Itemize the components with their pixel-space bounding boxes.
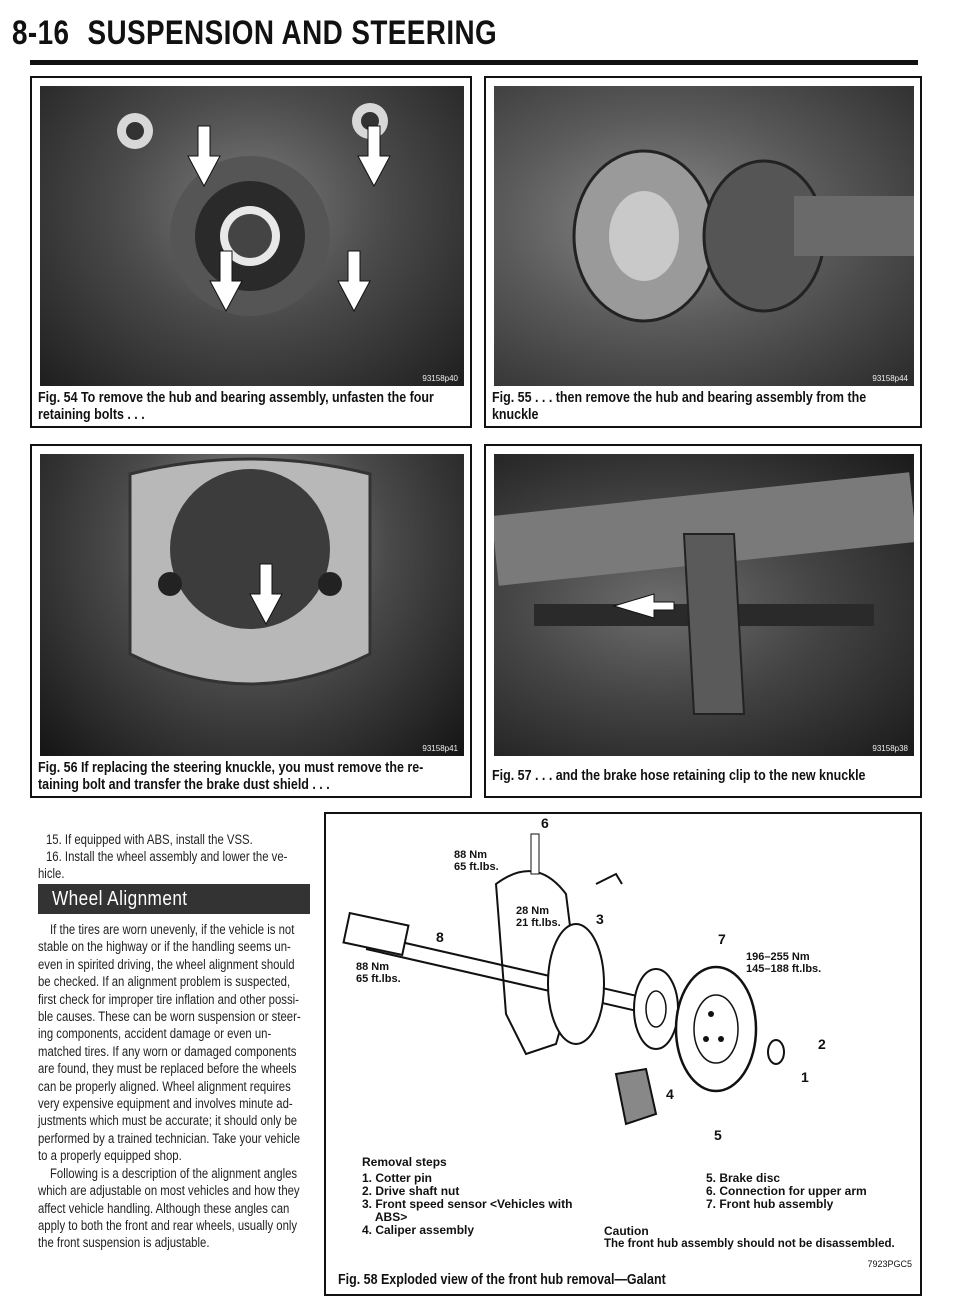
caution-text: The front hub assembly should not be disassembled. (604, 1238, 895, 1250)
figure-55 (484, 76, 922, 428)
callout-2: 2 (818, 1036, 826, 1052)
torque-1-ftlbs: 65 ft.lbs. (454, 861, 499, 873)
para2-line: which are adjustable on most vehicles and how they (38, 1183, 300, 1199)
torque-2-ftlbs: 21 ft.lbs. (516, 917, 561, 929)
removal-step: 2. Drive shaft nut (362, 1184, 460, 1198)
figure-54-code: 93158p40 (422, 374, 458, 383)
torque-2-nm: 28 Nm (516, 905, 550, 917)
para1-line: can be properly aligned. Wheel alignment requires (38, 1078, 291, 1094)
figure-57-code: 93158p38 (872, 744, 908, 753)
para1-line: ble causes. These can be worn suspension or steer- (38, 1009, 301, 1025)
para2-line: affect vehicle handling. Although these angles can (38, 1200, 290, 1216)
removal-step: 5. Brake disc (706, 1171, 781, 1185)
wheel-alignment-heading-text: Wheel Alignment (52, 888, 188, 910)
torque-3-nm: 88 Nm (356, 961, 390, 973)
figure-54-caption-line-1: Fig. 54 To remove the hub and bearing assembly, unfasten the four (38, 390, 434, 406)
figure-54 (30, 76, 472, 428)
knuckle-photo-illustration (40, 454, 464, 756)
figure-55-caption-line-2: knuckle (492, 407, 539, 423)
para1-line: to a properly equipped shop. (38, 1148, 182, 1164)
section-title: SUSPENSION AND STEERING (87, 14, 498, 52)
callout-1: 1 (801, 1069, 809, 1085)
para1-line: first check for improper tire inflation and other possi- (38, 991, 299, 1007)
para1-line: very expensive equipment and involves minute ad- (38, 1096, 293, 1112)
hub-photo-illustration (40, 86, 464, 386)
figure-55-caption-line-1: Fig. 55 . . . then remove the hub and bearing assembly from the (492, 390, 867, 406)
figure-58-caption: Fig. 58 Exploded view of the front hub removal—Galant (338, 1272, 666, 1288)
figure-56-photo (40, 454, 464, 756)
para2-line: Following is a description of the alignment angles (50, 1165, 298, 1181)
removal-step: ABS> (362, 1210, 408, 1224)
para2-line: the front suspension is adjustable. (38, 1235, 210, 1251)
figure-56-code: 93158p41 (422, 744, 458, 753)
para2-line: apply to both the front and rear wheels, usually only (38, 1217, 298, 1233)
figure-57-caption-line-1: Fig. 57 . . . and the brake hose retaining clip to the new knuckle (492, 768, 866, 784)
wheel-alignment-para-1 (38, 921, 351, 1252)
callout-8: 8 (436, 929, 444, 945)
figure-56-caption-line-1: Fig. 56 If replacing the steering knuckle, you must remove the re- (38, 760, 424, 776)
figure-55-code: 93158p44 (872, 374, 908, 383)
removal-step: 6. Connection for upper arm (706, 1184, 867, 1198)
torque-4-nm: 196–255 Nm (746, 951, 810, 963)
para1-line: stable on the highway or if the handling seems un- (38, 939, 291, 955)
figure-54-caption-line-2: retaining bolts . . . (38, 407, 145, 423)
para1-line: matched tires. If any worn or damaged components (38, 1043, 297, 1059)
caution-title: Caution (604, 1224, 649, 1238)
para1-line: be checked. If an alignment problem is suspected, (38, 974, 291, 990)
exploded-hub-diagram (326, 814, 920, 1154)
step-16: 16. Install the wheel assembly and lower the ve- (46, 849, 288, 864)
removal-step: 3. Front speed sensor <Vehicles with (362, 1197, 573, 1211)
hub-removed-illustration (494, 86, 914, 386)
para1-line: If the tires are worn unevenly, if the vehicle is not (50, 922, 295, 937)
figure-54-photo (40, 86, 464, 386)
removal-step: 1. Cotter pin (362, 1171, 433, 1185)
page-header (12, 14, 497, 53)
torque-3-ftlbs: 65 ft.lbs. (356, 973, 401, 985)
removal-steps-title: Removal steps (362, 1155, 447, 1169)
removal-step: 7. Front hub assembly (706, 1197, 834, 1211)
removal-steps-right (706, 1172, 867, 1211)
callout-3: 3 (596, 911, 604, 927)
removal-steps-left (362, 1172, 572, 1237)
step-16-cont: hicle. (38, 866, 65, 881)
para1-line: ing components, accident damage or even un- (38, 1026, 272, 1042)
header-rule (30, 60, 918, 65)
wheel-alignment-heading (38, 884, 310, 914)
figure-56-caption-line-2: taining bolt and transfer the brake dust shield . . . (38, 777, 330, 793)
para1-line: justments which must be accurate; it should only be (38, 1113, 298, 1129)
figure-55-photo (494, 86, 914, 386)
figure-57 (484, 444, 922, 798)
callout-5: 5 (714, 1127, 722, 1143)
callout-7: 7 (718, 931, 726, 947)
figure-57-photo (494, 454, 914, 756)
callout-6: 6 (541, 815, 549, 831)
page-number: 8-16 (12, 14, 70, 52)
para1-line: are found, they must be replaced before the wheels (38, 1061, 297, 1077)
callout-4: 4 (666, 1086, 674, 1102)
torque-1-nm: 88 Nm (454, 849, 488, 861)
figure-58 (324, 812, 922, 1296)
para1-line: even in spirited driving, the wheel alignment should (38, 956, 295, 972)
figure-56 (30, 444, 472, 798)
step-15: 15. If equipped with ABS, install the VSS. (46, 832, 253, 847)
para1-line: performed by a trained technician. Take your vehicle (38, 1130, 301, 1146)
removal-step: 4. Caliper assembly (362, 1223, 475, 1237)
torque-4-ftlbs: 145–188 ft.lbs. (746, 963, 822, 975)
figure-58-code: 7923PGC5 (867, 1259, 912, 1269)
hose-clip-illustration (494, 454, 914, 756)
